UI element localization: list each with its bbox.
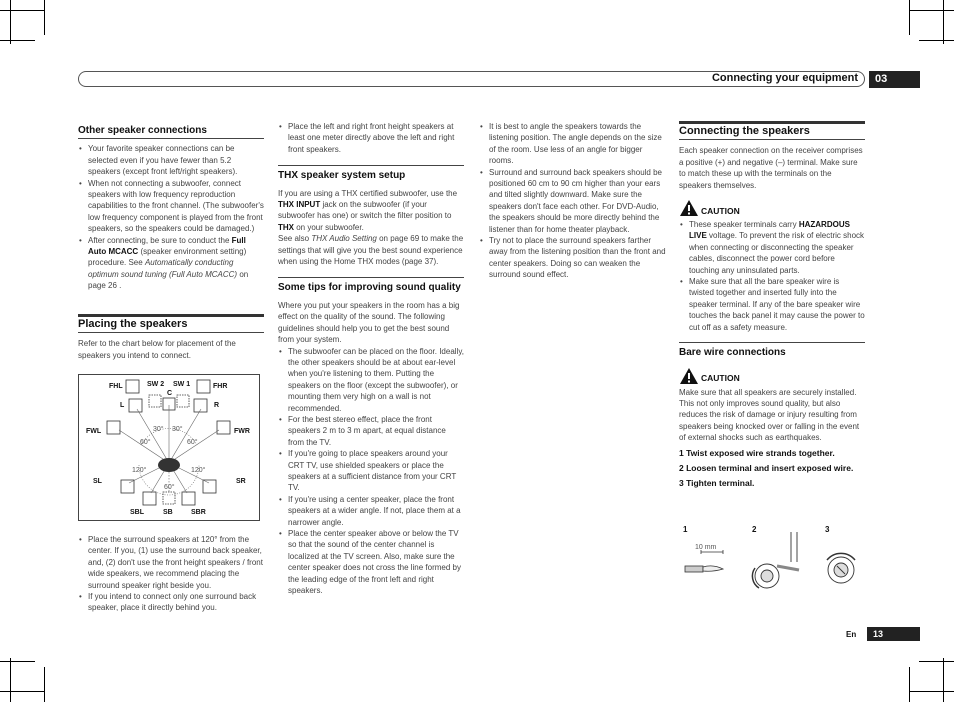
list-item: • When not connecting a subwoofer, connect speakers with low frequency reproduction capabilities to the front channel. (The subwoofer's low frequency component is played from the front speakers, so the speakers could be damaged.) xyxy=(88,178,264,235)
list-item: • These speaker terminals carry HAZARDOUS LIVE voltage. To prevent the risk of electric shock when connecting or disconnecting the speaker cables, disconnect the power cord before touching any uninsulated parts. xyxy=(689,219,865,276)
label-fhl: FHL xyxy=(109,383,123,390)
crop-mark xyxy=(910,691,954,692)
warning-icon xyxy=(679,199,699,217)
list-item: • If you intend to connect only one surround back speaker, place it directly behind you. xyxy=(88,591,264,614)
caution-label: CAUTION xyxy=(701,205,740,216)
crop-mark xyxy=(909,0,910,35)
label-fwr: FWR xyxy=(234,428,250,435)
language-label: En xyxy=(846,630,857,639)
list-item: • The subwoofer can be placed on the floor. Ideally, the other speakers should be at about ear-level when you're listening to them. Putting the speakers on the floor (except the subwoofer), or mounting them very high on a wall is not recommended. xyxy=(288,346,464,414)
figure-label: 1 xyxy=(683,525,688,534)
crop-mark xyxy=(909,667,910,702)
label-sbl: SBL xyxy=(130,509,144,516)
angle-30-left: 30° xyxy=(153,426,164,433)
step-1: 1 Twist exposed wire strands together. xyxy=(679,447,835,458)
label-sl: SL xyxy=(93,478,102,485)
crop-mark xyxy=(943,0,944,44)
chapter-number: 03 xyxy=(869,71,920,88)
figure-label: 2 xyxy=(752,525,757,534)
placing-section xyxy=(78,314,264,361)
list-item: • Make sure that all the bare speaker wire is twisted together and inserted fully into the speaker terminal. If any of the bare speaker wire touches the back panel it may cause the power to cut off as a safety measure. xyxy=(689,276,865,333)
bare-wire-heading: Bare wire connections xyxy=(679,342,865,360)
crop-mark xyxy=(910,10,954,11)
tips-intro: Where you put your speakers in the room has a big effect on the quality of the sound. The following guidelines should help you to get the best sound from your system. xyxy=(278,300,460,345)
caution-block xyxy=(679,199,865,217)
step-2: 2 Loosen terminal and insert exposed wire. xyxy=(679,462,854,473)
label-sb: SB xyxy=(163,509,173,516)
angle-60-right: 60° xyxy=(187,439,198,446)
label-sbr: SBR xyxy=(191,509,206,516)
label-fhr: FHR xyxy=(213,383,228,390)
crop-mark xyxy=(0,691,44,692)
caution-text: Make sure that all speakers are securely installed. This not only improves sound quality, but also reduces the risk of damage or injury resulting from speakers being knocked over or falling in the event of external shocks such as earthquakes. xyxy=(679,387,860,443)
page-number: 13 xyxy=(867,627,920,641)
loosen-terminal-illustration xyxy=(752,532,799,588)
label-sw1: SW 1 xyxy=(173,381,191,388)
speaker-sw1 xyxy=(177,395,189,407)
label-fwl: FWL xyxy=(86,428,102,435)
column-3 xyxy=(479,121,666,281)
column-4 xyxy=(679,121,865,490)
connecting-heading: Connecting the speakers xyxy=(679,121,865,140)
chapter-title: Connecting your equipment xyxy=(711,72,858,84)
list-item: • After connecting, be sure to conduct the Full Auto MCACC (speaker environment setting) procedure. See Automatically conducting optimum sound tuning (Full Auto MCACC) on page 26 . xyxy=(88,235,264,292)
list-item: • Your favorite speaker connections can be selected even if you have fewer than 5.2 speakers (except front left/right speakers). xyxy=(88,143,264,177)
speaker-sbr xyxy=(182,492,195,505)
speaker-sbl xyxy=(143,492,156,505)
label-sr: SR xyxy=(236,478,246,485)
label-sw2: SW 2 xyxy=(147,381,165,388)
speaker-fhr xyxy=(197,380,210,393)
placing-notes xyxy=(78,534,264,614)
placing-heading: Placing the speakers xyxy=(78,314,264,333)
crop-mark xyxy=(0,40,35,41)
crop-mark xyxy=(943,658,944,702)
speaker-fhl xyxy=(126,380,139,393)
tips-heading: Some tips for improving sound quality xyxy=(278,277,464,295)
angle-120-left: 120° xyxy=(132,467,147,474)
caution-block xyxy=(679,367,865,385)
label-r: R xyxy=(214,402,220,409)
list-item: • Place the surround speakers at 120° from the center. If you, (1) use the surround back speaker, and, (2) don't use the front height speakers / front wide speakers, we recommend placing the surround speaker right beside you. xyxy=(88,534,264,591)
figure-label: 3 xyxy=(825,525,830,534)
speaker-sr xyxy=(203,480,216,493)
speaker-sl xyxy=(121,480,134,493)
crop-mark xyxy=(0,661,35,662)
list-item: • It is best to angle the speakers towards the listening position. The angle depends on the size of the room. Use less of an angle for bigger rooms. xyxy=(489,121,666,167)
placing-text: Refer to the chart below for placement of the speakers you intend to connect. xyxy=(78,339,236,360)
speaker-l xyxy=(129,399,142,412)
listener-icon xyxy=(158,458,180,472)
thx-paragraph: See also THX Audio Setting on page 69 to make the settings that will give you the best sound experience when using the Home THX modes (page 37). xyxy=(278,234,464,267)
crop-mark xyxy=(0,10,44,11)
speaker-fwr xyxy=(217,421,230,434)
wire-figures xyxy=(679,522,865,592)
crop-mark xyxy=(44,0,45,35)
speaker-sw2 xyxy=(149,395,161,407)
label-c: C xyxy=(167,390,173,397)
column-1 xyxy=(78,125,264,292)
angle-30-right: 30° xyxy=(172,426,183,433)
twisted-wire-illustration xyxy=(685,550,723,572)
angle-60-left: 60° xyxy=(140,439,151,446)
step-3: 3 Tighten terminal. xyxy=(679,478,755,489)
caution-label: CAUTION xyxy=(701,373,740,384)
list-item: • Place the left and right front height speakers at least one meter directly above the left and right front speakers. xyxy=(288,121,464,155)
angle-120-right: 120° xyxy=(191,467,206,474)
list-item: • Surround and surround back speakers should be positioned 60 cm to 90 cm higher than your ears and tilted slightly downward. Make sure the speakers don't face each other. For DVD-Audio, the speakers should be more directly behind the listener than for home theater playback. xyxy=(489,167,666,235)
crop-mark xyxy=(10,658,11,702)
tighten-terminal-illustration xyxy=(827,553,855,583)
crop-mark xyxy=(10,0,11,44)
speaker-fwl xyxy=(107,421,120,434)
speaker-sb xyxy=(163,492,175,504)
angle-60-back: 60° xyxy=(164,484,175,491)
list-item: • If you're going to place speakers around your CRT TV, use shielded speakers or place the speakers at a sufficient distance from your CRT TV. xyxy=(288,448,464,494)
warning-icon xyxy=(679,367,699,385)
dimension-label: 10 mm xyxy=(695,544,717,551)
list-item: • Place the center speaker above or below the TV so that the sound of the center channel is localized at the TV screen. Also, make sure the center speaker does not cross the line formed by the leading edge of the front left and right speakers. xyxy=(288,528,464,596)
crop-mark xyxy=(44,667,45,702)
list-item: • Try not to place the surround speakers farther away from the listening position than the front and center speakers. Doing so can weaken the surround sound effect. xyxy=(489,235,666,281)
thx-heading: THX speaker system setup xyxy=(278,165,464,183)
crop-mark xyxy=(919,661,954,662)
connecting-text: Each speaker connection on the receiver comprises a positive (+) and negative (–) terminal. Make sure to match these up with the terminals on the speakers themselves. xyxy=(679,146,863,190)
label-l: L xyxy=(120,402,125,409)
thx-paragraph: If you are using a THX certified subwoofer, use the THX INPUT jack on the subwoofer (if your subwoofer has one) or switch the filter position to THX on your subwoofer. xyxy=(278,188,458,232)
other-connections-heading: Other speaker connections xyxy=(78,125,264,139)
list-item: • If you're using a center speaker, place the front speakers at a wider angle. If not, place them at a narrower angle. xyxy=(288,494,464,528)
crop-mark xyxy=(919,40,954,41)
speaker-placement-diagram xyxy=(78,374,260,521)
column-2 xyxy=(278,121,464,596)
list-item: • For the best stereo effect, place the front speakers 2 m to 3 m apart, at equal distance from the TV. xyxy=(288,414,464,448)
